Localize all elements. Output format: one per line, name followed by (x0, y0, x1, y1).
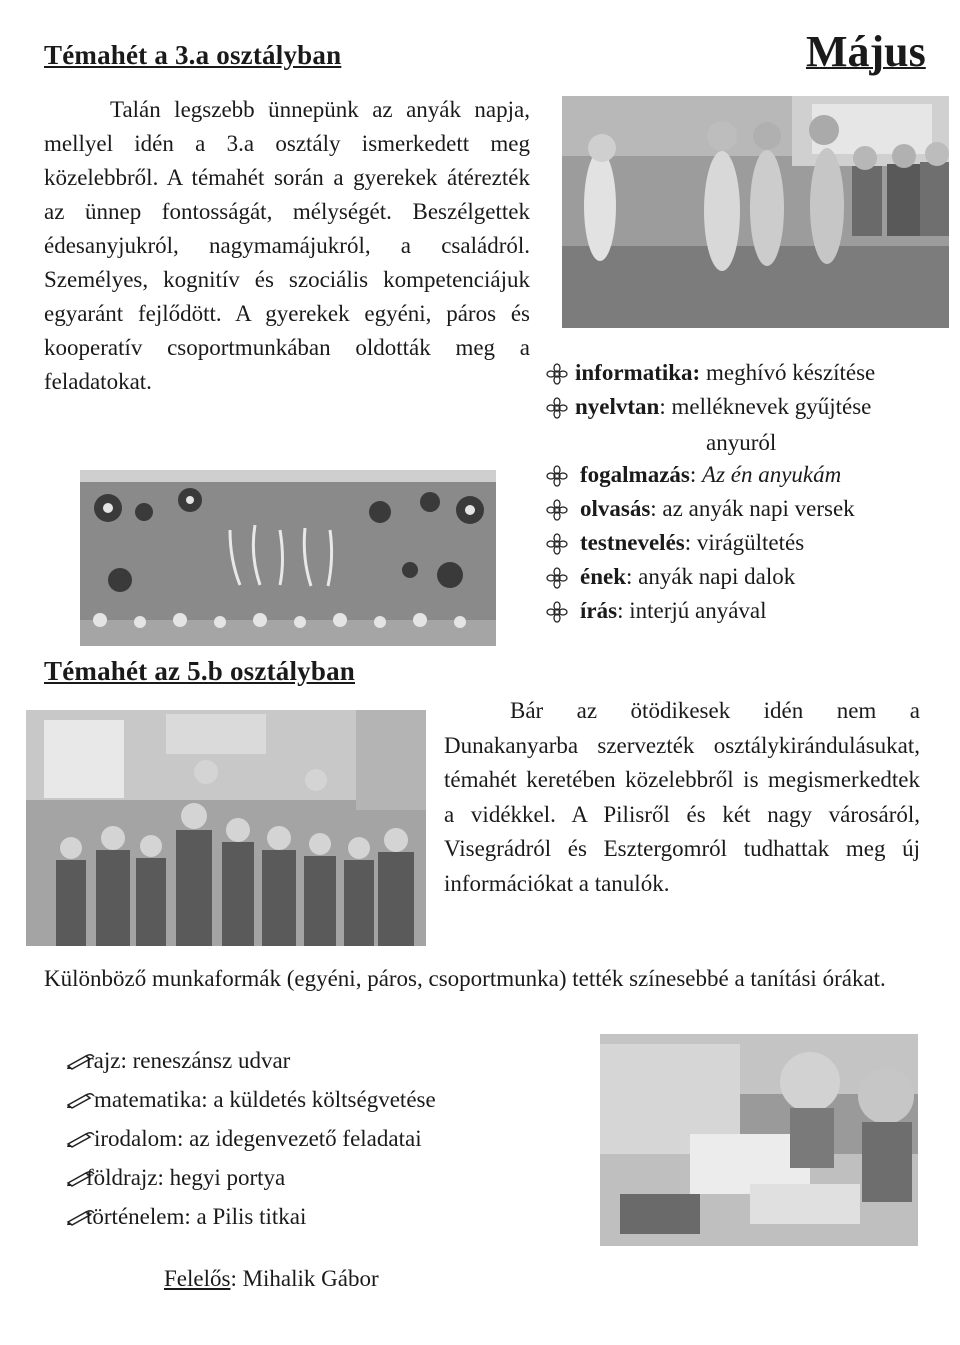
subject-list-3a (546, 356, 946, 636)
photo-boys-working (600, 1034, 918, 1246)
footer-responsible (164, 1266, 379, 1292)
photo-class-group (26, 710, 426, 946)
subject-name: fogalmazás (580, 462, 690, 487)
subject-name: informatika: (575, 360, 701, 385)
activity-text: matematika: a küldetés költségvetése (94, 1087, 436, 1112)
photo-children-standing (562, 96, 949, 328)
responsible-name: : Mihalik Gábor (230, 1266, 379, 1291)
flower-bullet-icon (546, 363, 568, 385)
intro-text-3a: Talán legszebb ünnepünk az anyák napja, mellyel idén a 3.a osztály ismerkedett meg közelebbről. A témahét során a gyerekek átérezték az ünnep fontosságát, mélységét. Beszélgettek édesanyjukról, nagymamájukról, a családról. Személyes, kognitív és szociális kompetenciájuk egyaránt fejlődött. A gyerekek egyéni, páros és kooperatív csoportmunkában oldották meg a feladatokat. (44, 97, 530, 394)
flower-bullet-icon (546, 465, 568, 487)
month-title: Május (806, 27, 926, 76)
activity-text: történelem: a Pilis titkai (86, 1204, 307, 1229)
subject-desc: meghívó készítése (700, 360, 876, 385)
subject-name: olvasás (580, 496, 651, 521)
subject-continuation: anyuról (706, 430, 777, 455)
responsible-label: Felelős (164, 1266, 231, 1291)
subject-name: testnevelés (580, 530, 685, 555)
subject-name: nyelvtan (575, 394, 660, 419)
activity-list-5b (66, 1042, 546, 1242)
intro-paragraph-3a (44, 93, 530, 399)
subject-name: ének (580, 564, 626, 589)
subject-desc: : anyák napi dalok (626, 564, 796, 589)
subject-desc: : az anyák napi versek (650, 496, 855, 521)
subject-name: írás (580, 598, 618, 623)
section-title-5b: Témahét az 5.b osztályban (44, 656, 355, 686)
flower-bullet-icon (546, 533, 568, 555)
intro-text-5b: Bár az ötödikesek idén nem a Dunakanyarba szervezték osztálykirándulásukat, témahét keretében közelebbről is megismerkedtek a vidékkel. A Pilisről és két nagy városáról, Visegrádról és Esztergomról tudhattak meg új információkat a tanulók. (444, 698, 920, 896)
activity-text: rajz: reneszánsz udvar (86, 1048, 291, 1073)
flower-bullet-icon (546, 567, 568, 589)
flower-bullet-icon (546, 397, 568, 419)
subject-desc: : melléknevek gyűjtése (659, 394, 872, 419)
work-forms-text: Különböző munkaformák (egyéni, páros, csoportmunka) tették színesebbé a tanítási órákat. (44, 966, 886, 991)
flower-bullet-icon (546, 601, 568, 623)
subject-desc-italic: Az én anyukám (702, 462, 842, 487)
pencil-bullet-icon (66, 1091, 96, 1109)
pencil-bullet-icon (66, 1130, 96, 1148)
subject-desc: : (689, 462, 703, 487)
subject-desc: : interjú anyával (617, 598, 767, 623)
subject-desc: : virágültetés (684, 530, 805, 555)
photo-bulletin-board (80, 470, 496, 646)
flower-bullet-icon (546, 499, 568, 521)
activity-text: irodalom: az idegenvezető feladatai (94, 1126, 422, 1151)
activity-text: földrajz: hegyi portya (86, 1165, 286, 1190)
section-title-3a: Témahét a 3.a osztályban (44, 40, 342, 70)
intro-paragraph-5b (444, 694, 920, 901)
